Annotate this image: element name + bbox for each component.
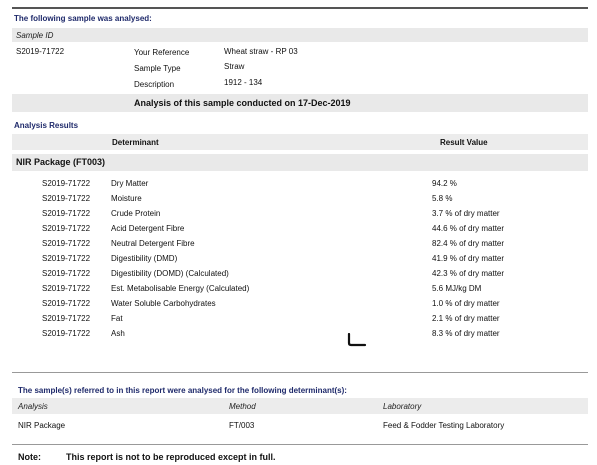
field-value-sample-type: Straw — [224, 62, 245, 71]
row-determinant: Ash — [111, 329, 125, 338]
note-text: This report is not to be reproduced except in full. — [66, 452, 276, 462]
table-row — [0, 299, 597, 313]
sample-id-label: Sample ID — [16, 31, 54, 40]
table-row — [0, 329, 597, 343]
field-label-sample-type: Sample Type — [134, 64, 181, 73]
methods-analysis-value: NIR Package — [18, 421, 66, 430]
table-row — [0, 254, 597, 268]
row-value: 44.6 % of dry matter — [432, 224, 505, 233]
row-determinant: Acid Detergent Fibre — [111, 224, 185, 233]
methods-method-value: FT/003 — [229, 421, 255, 430]
row-sample-id: S2019-71722 — [42, 224, 91, 233]
row-value: 3.7 % of dry matter — [432, 209, 500, 218]
sample-header-title: The following sample was analysed: — [14, 14, 152, 23]
top-rule — [12, 7, 588, 9]
table-row — [0, 314, 597, 328]
field-value-reference: Wheat straw - RP 03 — [224, 47, 298, 56]
cursor-mark-icon — [346, 333, 368, 347]
row-value: 82.4 % of dry matter — [432, 239, 505, 248]
table-row — [0, 284, 597, 298]
row-sample-id: S2019-71722 — [42, 299, 91, 308]
col-determinant: Determinant — [112, 138, 159, 147]
row-value: 8.3 % of dry matter — [432, 329, 500, 338]
note-rule — [12, 444, 588, 445]
note-label: Note: — [18, 452, 41, 462]
results-header-band — [12, 134, 588, 150]
field-label-description: Description — [134, 80, 175, 89]
row-sample-id: S2019-71722 — [42, 284, 91, 293]
row-value: 5.6 MJ/kg DM — [432, 284, 482, 293]
row-sample-id: S2019-71722 — [42, 254, 91, 263]
table-row — [0, 209, 597, 223]
row-value: 5.8 % — [432, 194, 453, 203]
methods-rule — [12, 372, 588, 373]
row-sample-id: S2019-71722 — [42, 329, 91, 338]
methods-col-method: Method — [229, 402, 256, 411]
methods-laboratory-value: Feed & Fodder Testing Laboratory — [383, 421, 505, 430]
row-sample-id: S2019-71722 — [42, 209, 91, 218]
row-sample-id: S2019-71722 — [42, 314, 91, 323]
table-row — [0, 239, 597, 253]
row-determinant: Neutral Detergent Fibre — [111, 239, 195, 248]
row-value: 2.1 % of dry matter — [432, 314, 500, 323]
row-sample-id: S2019-71722 — [42, 194, 91, 203]
field-value-description: 1912 - 134 — [224, 78, 263, 87]
row-determinant: Dry Matter — [111, 179, 149, 188]
package-name: NIR Package (FT003) — [16, 157, 106, 167]
row-determinant: Water Soluble Carbohydrates — [111, 299, 216, 308]
table-row — [0, 194, 597, 208]
row-value: 41.9 % of dry matter — [432, 254, 505, 263]
row-determinant: Est. Metabolisable Energy (Calculated) — [111, 284, 250, 293]
table-row — [0, 224, 597, 238]
row-sample-id: S2019-71722 — [42, 239, 91, 248]
results-title: Analysis Results — [14, 121, 79, 130]
row-determinant: Digestibility (DMD) — [111, 254, 178, 263]
row-value: 1.0 % of dry matter — [432, 299, 500, 308]
field-label-reference: Your Reference — [134, 48, 190, 57]
row-determinant: Fat — [111, 314, 123, 323]
analysis-date-text: Analysis of this sample conducted on 17-Dec-2019 — [134, 98, 351, 108]
methods-title: The sample(s) referred to in this report were analysed for the following determinant(s): — [18, 386, 347, 395]
row-determinant: Crude Protein — [111, 209, 161, 218]
col-result-value: Result Value — [440, 138, 488, 147]
row-sample-id: S2019-71722 — [42, 179, 91, 188]
row-value: 94.2 % — [432, 179, 457, 188]
row-determinant: Moisture — [111, 194, 142, 203]
methods-header-band — [12, 398, 588, 414]
methods-col-analysis: Analysis — [18, 402, 48, 411]
row-value: 42.3 % of dry matter — [432, 269, 505, 278]
row-sample-id: S2019-71722 — [42, 269, 91, 278]
row-determinant: Digestibility (DOMD) (Calculated) — [111, 269, 229, 278]
table-row — [0, 179, 597, 193]
methods-col-laboratory: Laboratory — [383, 402, 422, 411]
sample-id-value: S2019-71722 — [16, 47, 65, 56]
table-row — [0, 269, 597, 283]
sample-id-band — [12, 28, 588, 42]
